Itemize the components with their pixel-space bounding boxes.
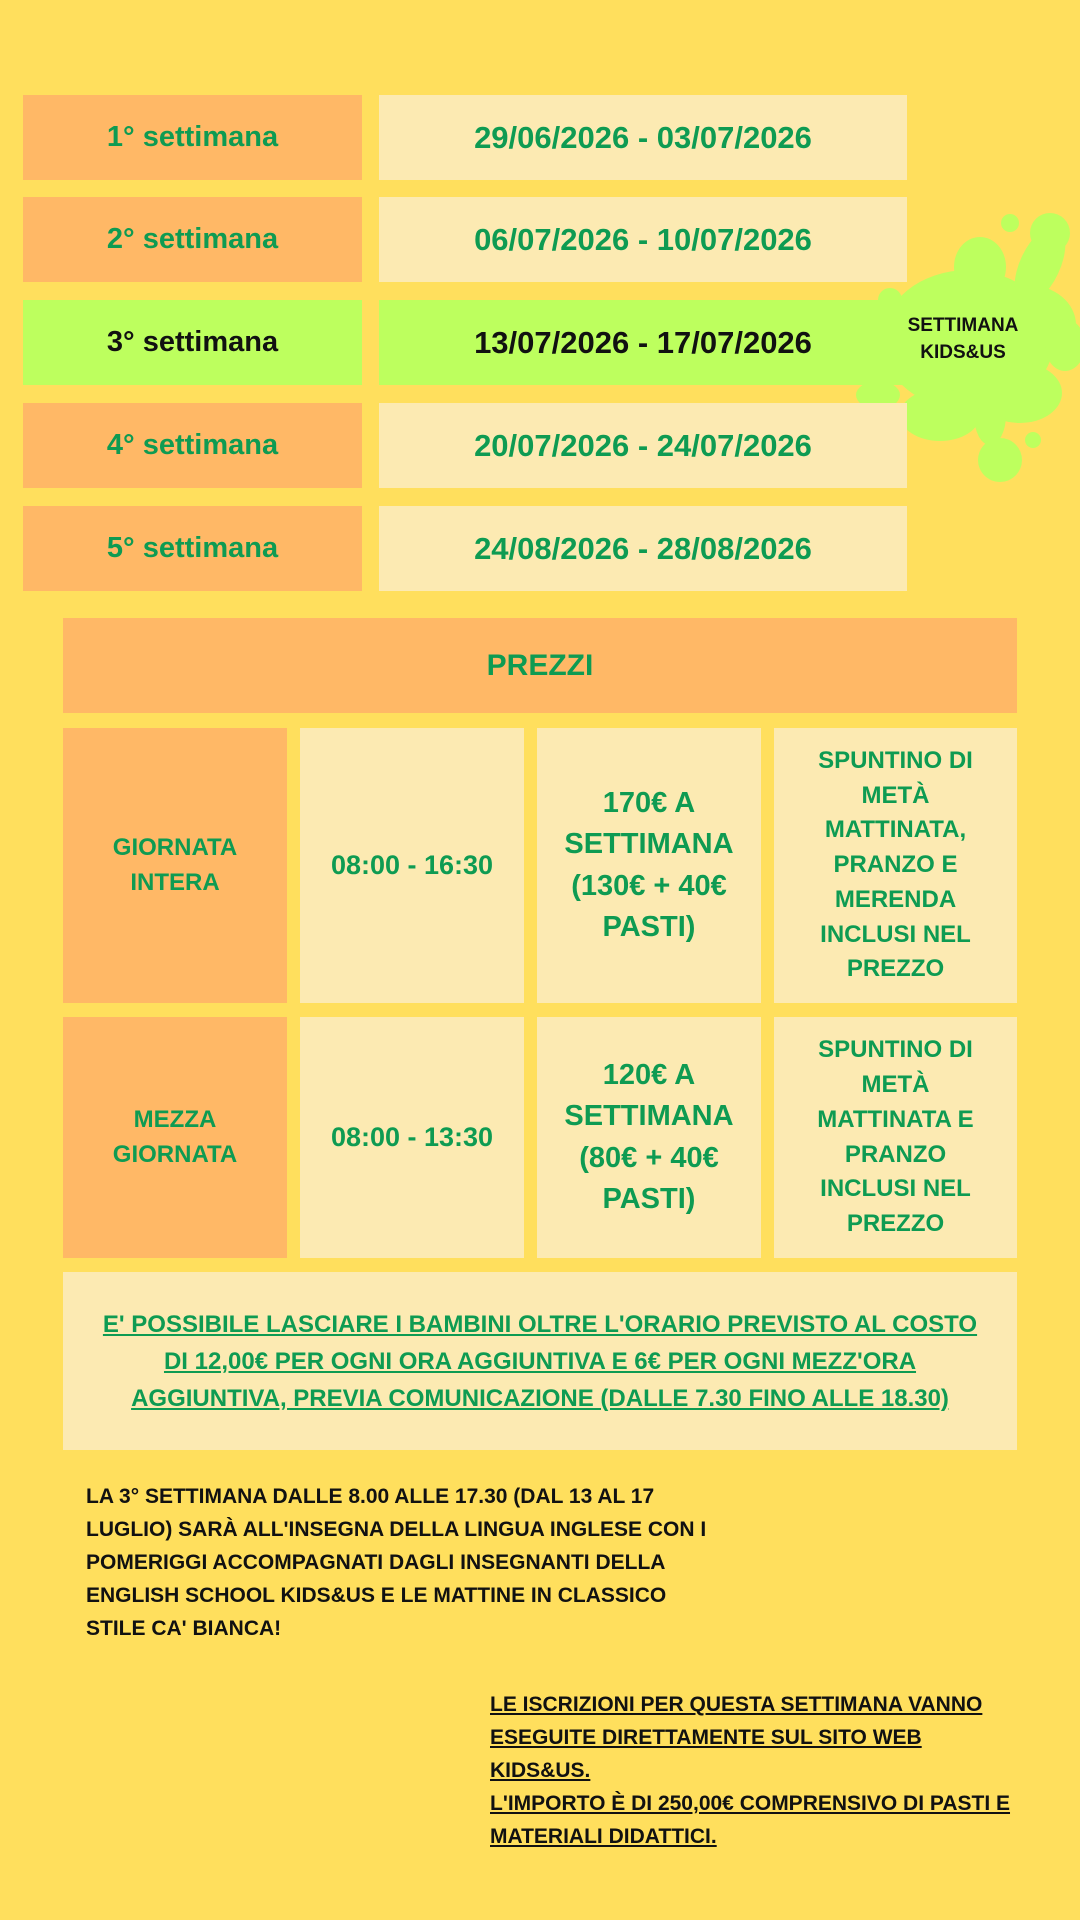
splash-line-2: KIDS&US — [920, 342, 1006, 363]
half-day-price-line-4: PASTI) — [602, 1182, 696, 1215]
week-3-label: 3° settimana — [23, 300, 362, 385]
full-day-price-line-1: 170€ A — [602, 787, 696, 820]
full-day-hours: 08:00 - 16:30 — [300, 728, 524, 1003]
registration-line-1: LE ISCRIZIONI PER QUESTA SETTIMANA VANNO ESEGUITE DIRETTAMENTE SUL SITO WEB KIDS&US. — [490, 1693, 983, 1782]
registration-text — [490, 1688, 1015, 1853]
registration-line-2: L'IMPORTO È DI 250,00€ COMPRENSIVO DI PASTI E MATERIALI DIDATTICI. — [490, 1792, 1011, 1848]
extra-hours-note: E' POSSIBILE LASCIARE I BAMBINI OLTRE L'ORARIO PREVISTO AL COSTO DI 12,00€ PER OGNI ORA AGGIUNTIVA E 6€ PER OGNI MEZZ'ORA AGGIUNTIVA, PREVIA COMUNICAZIONE (DALLE 7.30 FINO ALLE 18.30) — [63, 1272, 1017, 1450]
week-4-dates: 20/07/2026 - 24/07/2026 — [379, 403, 907, 488]
english-week-text: LA 3° SETTIMANA DALLE 8.00 ALLE 17.30 (DAL 13 AL 17 LUGLIO) SARÀ ALL'INSEGNA DELLA LINGUA INGLESE CON I POMERIGGI ACCOMPAGNATI DAGLI INSEGNANTI DELLA ENGLISH SCHOOL KIDS&US E LE MATTINE IN CLASSICO STILE CA' BIANCA! — [86, 1485, 707, 1640]
full-day-label: GIORNATA INTERA — [63, 728, 287, 1003]
week-5-dates: 24/08/2026 - 28/08/2026 — [379, 506, 907, 591]
full-day-price-line-3: (130€ + 40€ — [571, 869, 727, 902]
full-day-price — [537, 728, 761, 1003]
full-day-notes: SPUNTINO DI METÀ MATTINATA, PRANZO E MERENDA INCLUSI NEL PREZZO — [774, 728, 1017, 1003]
half-day-price-line-1: 120€ A — [602, 1059, 696, 1092]
prices-header: PREZZI — [63, 618, 1017, 713]
half-day-price-line-2: SETTIMANA — [564, 1100, 734, 1133]
full-day-price-line-4: PASTI) — [602, 910, 696, 943]
week-5-label: 5° settimana — [23, 506, 362, 591]
week-2-dates: 06/07/2026 - 10/07/2026 — [379, 197, 907, 282]
half-day-price-line-3: (80€ + 40€ — [579, 1141, 719, 1174]
week-1-label: 1° settimana — [23, 95, 362, 180]
week-3-dates: 13/07/2026 - 17/07/2026 — [379, 300, 907, 385]
full-day-price-line-2: SETTIMANA — [564, 828, 734, 861]
splash-line-1: SETTIMANA — [907, 315, 1019, 336]
week-1-dates: 29/06/2026 - 03/07/2026 — [379, 95, 907, 180]
week-2-label: 2° settimana — [23, 197, 362, 282]
half-day-label: MEZZA GIORNATA — [63, 1017, 287, 1258]
half-day-price — [537, 1017, 761, 1258]
splash-label — [890, 312, 1036, 366]
half-day-notes: SPUNTINO DI METÀ MATTINATA E PRANZO INCLUSI NEL PREZZO — [774, 1017, 1017, 1258]
half-day-hours: 08:00 - 13:30 — [300, 1017, 524, 1258]
week-4-label: 4° settimana — [23, 403, 362, 488]
